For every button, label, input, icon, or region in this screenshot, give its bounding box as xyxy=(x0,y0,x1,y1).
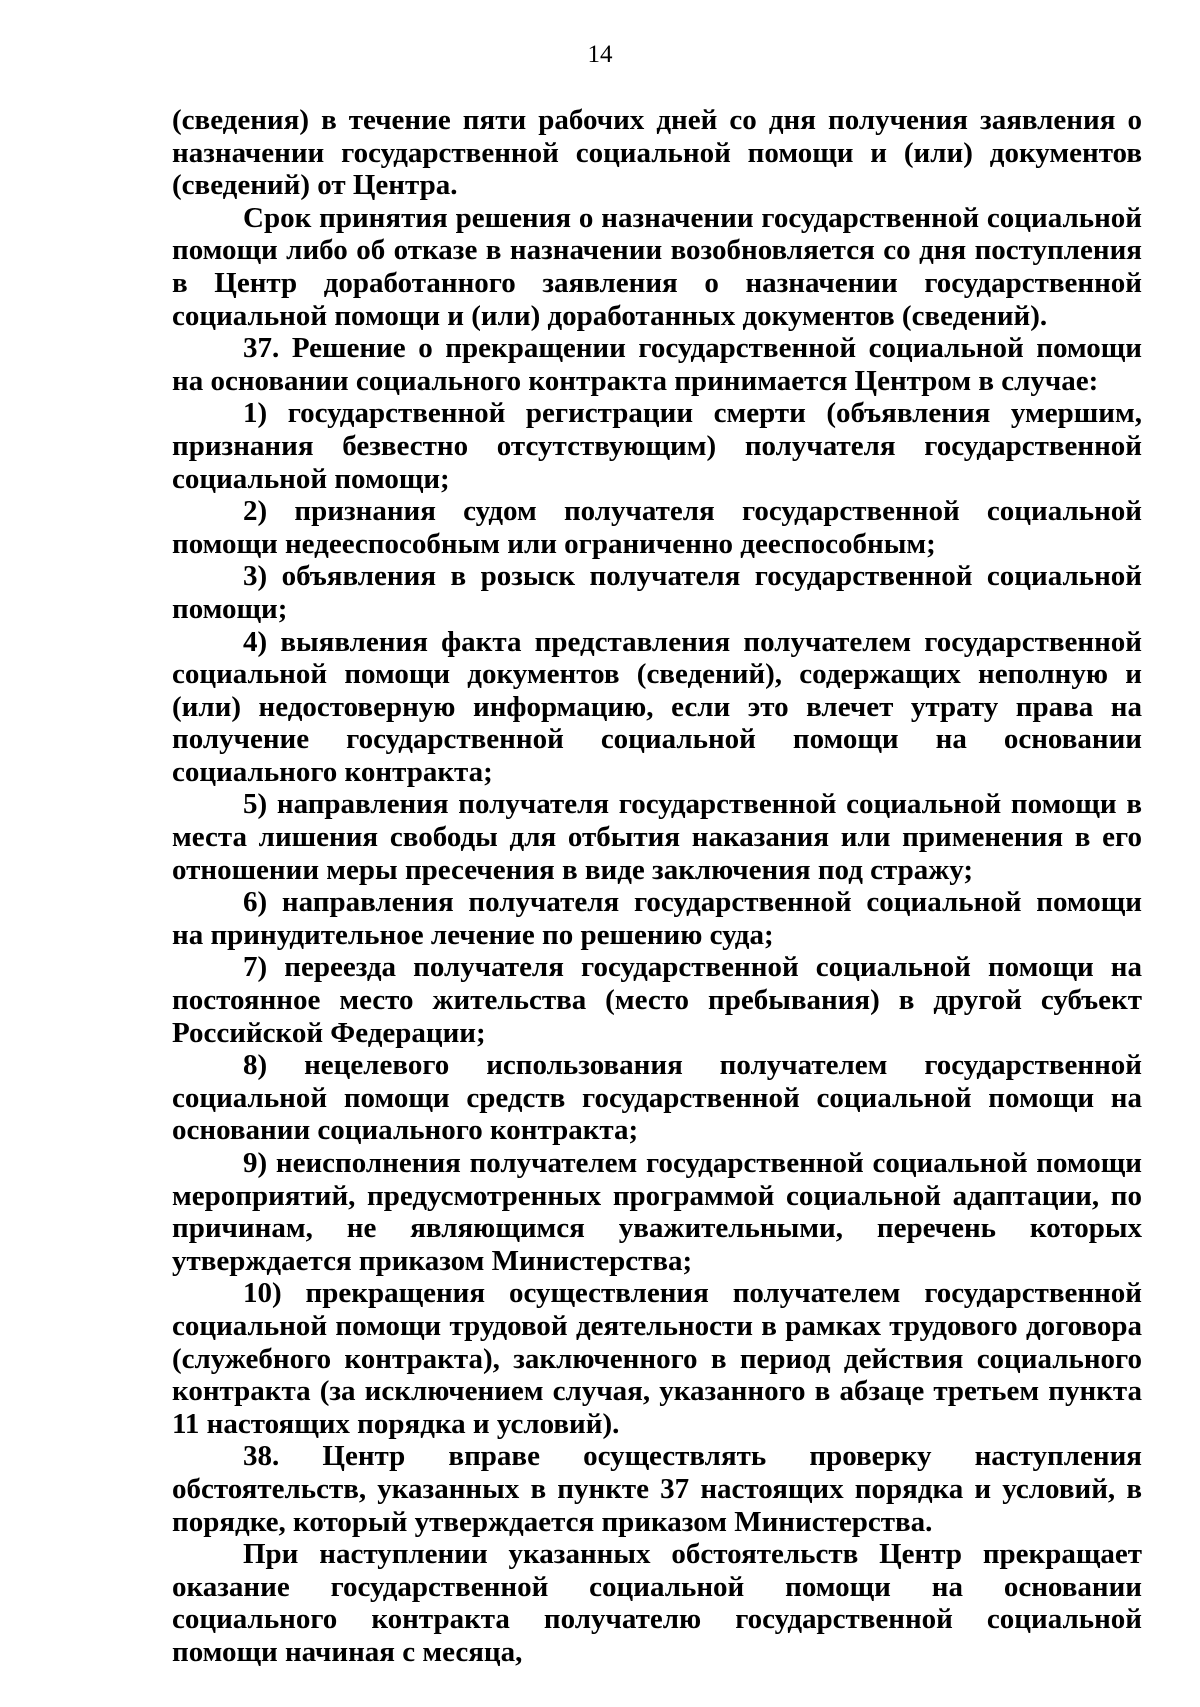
list-item-8: 8) нецелевого использования получателем государственной социальной помощи средств государственной социальной помощи на основании социального контракта; xyxy=(172,1049,1142,1147)
list-item-1: 1) государственной регистрации смерти (объявления умершим, признания безвестно отсутствующим) получателя государственной социальной помощи; xyxy=(172,397,1142,495)
list-item-10: 10) прекращения осуществления получателем государственной социальной помощи трудовой деятельности в рамках трудового договора (служебного контракта), заключенного в период действия социального контракта (за исключением случая, указанного в абзаце третьем пункта 11 настоящих порядка и условий). xyxy=(172,1277,1142,1440)
list-item-5: 5) направления получателя государственной социальной помощи в места лишения свободы для отбытия наказания или применения в его отношении меры пресечения в виде заключения под стражу; xyxy=(172,788,1142,886)
list-item-9: 9) неисполнения получателем государственной социальной помощи мероприятий, предусмотренных программой социальной адаптации, по причинам, не являющимся уважительными, перечень которых утверждается приказом Министерства; xyxy=(172,1147,1142,1277)
list-item-3: 3) объявления в розыск получателя государственной социальной помощи; xyxy=(172,560,1142,625)
paragraph-38: 38. Центр вправе осуществлять проверку наступления обстоятельств, указанных в пункте 37 настоящих порядка и условий, в порядке, который утверждается приказом Министерства. xyxy=(172,1440,1142,1538)
list-item-4: 4) выявления факта представления получателем государственной социальной помощи документов (сведений), содержащих неполную и (или) недостоверную информацию, если это влечет утрату права на получение государственной социальной помощи на основании социального контракта; xyxy=(172,625,1142,788)
list-item-6: 6) направления получателя государственной социальной помощи на принудительное лечение по решению суда; xyxy=(172,886,1142,951)
paragraph-continuation: (сведения) в течение пяти рабочих дней со дня получения заявления о назначении государственной социальной помощи и (или) документов (сведений) от Центра. xyxy=(172,104,1142,202)
document-body xyxy=(172,104,1142,1669)
paragraph-37-intro: 37. Решение о прекращении государственной социальной помощи на основании социального контракта принимается Центром в случае: xyxy=(172,332,1142,397)
paragraph-term-resumption: Срок принятия решения о назначении государственной социальной помощи либо об отказе в назначении возобновляется со дня поступления в Центр доработанного заявления о назначении государственной социальной помощи и (или) доработанных документов (сведений). xyxy=(172,201,1142,332)
list-item-7: 7) переезда получателя государственной социальной помощи на постоянное место жительства (место пребывания) в другой субъект Российской Федерации; xyxy=(172,951,1142,1049)
page-number: 14 xyxy=(587,41,613,68)
paragraph-termination: При наступлении указанных обстоятельств Центр прекращает оказание государственной социальной помощи на основании социального контракта получателю государственной социальной помощи начиная с месяца, xyxy=(172,1538,1142,1668)
list-item-2: 2) признания судом получателя государственной социальной помощи недееспособным или ограниченно дееспособным; xyxy=(172,495,1142,560)
